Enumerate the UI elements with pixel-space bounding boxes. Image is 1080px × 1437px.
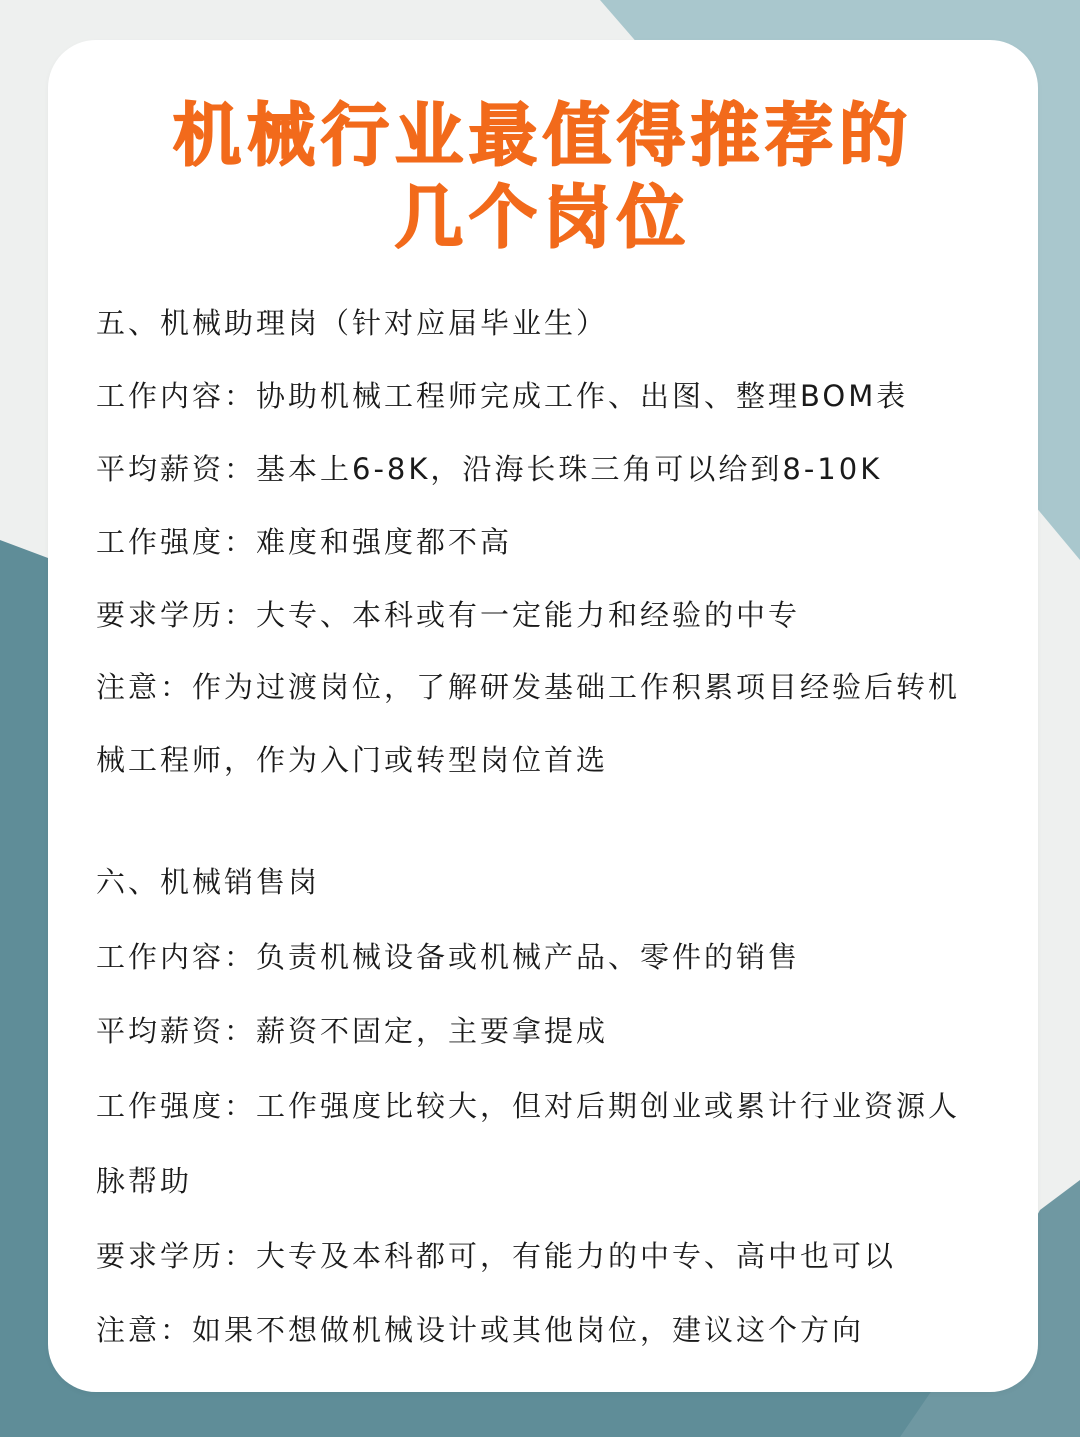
- title-line-2: 几个岗位: [394, 179, 691, 258]
- section5-note-line-2: 械工程师，作为入门或转型岗位首选: [96, 743, 609, 777]
- section6-salary: 平均薪资：薪资不固定，主要拿提成: [96, 1014, 609, 1048]
- section5-heading: 五、机械助理岗（针对应届毕业生）: [96, 306, 609, 340]
- section6-education: 要求学历：大专及本科都可，有能力的中专、高中也可以: [96, 1239, 897, 1273]
- section5-salary: 平均薪资：基本上6-8K，沿海长珠三角可以给到8-10K: [96, 452, 883, 486]
- section6-heading: 六、机械销售岗: [96, 865, 321, 899]
- section6-intensity-line-1: 工作强度：工作强度比较大，但对后期创业或累计行业资源人: [96, 1089, 961, 1123]
- section6-intensity-line-2: 脉帮助: [96, 1164, 193, 1198]
- title-line-1: 机械行业最值得推荐的: [172, 97, 913, 176]
- section6-work-content: 工作内容：负责机械设备或机械产品、零件的销售: [96, 940, 801, 974]
- page-title: [48, 96, 1038, 260]
- section5-intensity: 工作强度：难度和强度都不高: [96, 525, 513, 559]
- section6-note: 注意：如果不想做机械设计或其他岗位，建议这个方向: [96, 1313, 865, 1347]
- section5-work-content: 工作内容：协助机械工程师完成工作、出图、整理BOM表: [96, 379, 909, 413]
- section5-education: 要求学历：大专、本科或有一定能力和经验的中专: [96, 598, 801, 632]
- section5-note-line-1: 注意：作为过渡岗位，了解研发基础工作积累项目经验后转机: [96, 670, 961, 704]
